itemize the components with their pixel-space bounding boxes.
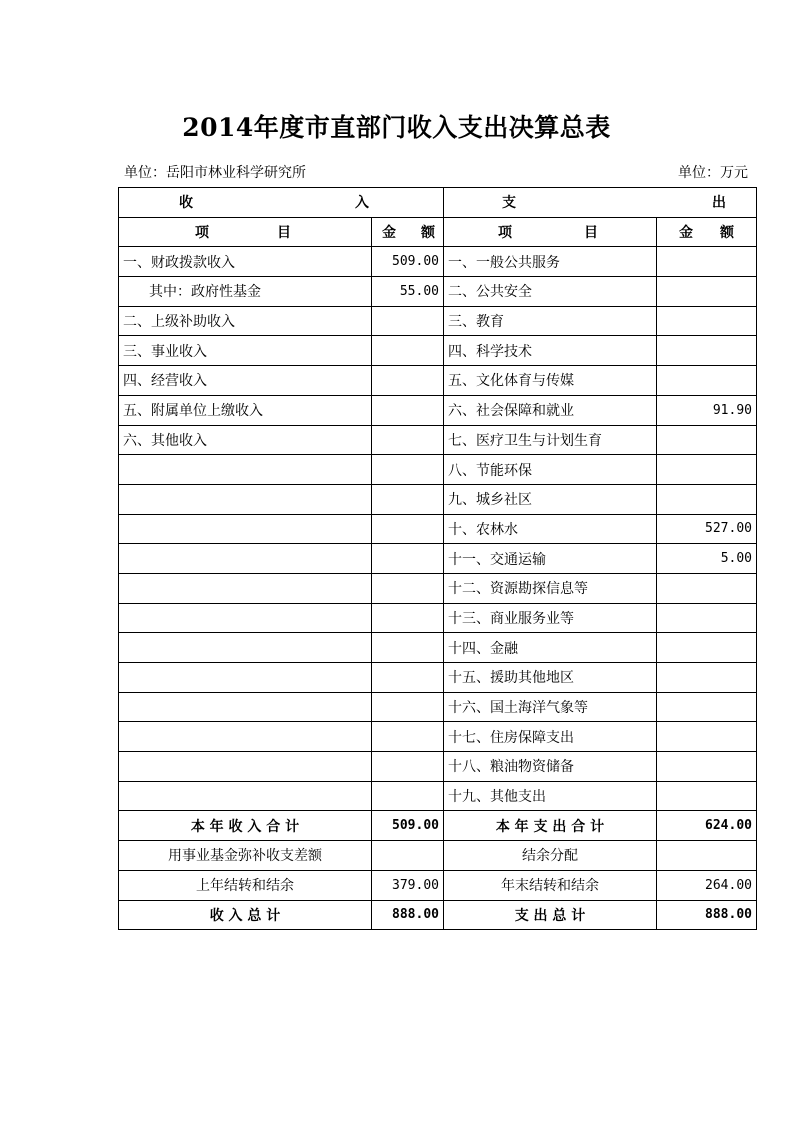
expense-amount [657,633,757,663]
table-row [119,544,757,574]
expense-header-char-2: 出 [712,195,726,212]
table-row [119,722,757,752]
table-row [119,395,757,425]
expense-amount [657,722,757,752]
income-amount [372,722,444,752]
income-amount [372,573,444,603]
income-item [119,455,372,485]
table-row [119,336,757,366]
expense-amount [657,247,757,277]
item-header-char-1: 项 [498,225,512,242]
summary-income-amount: 379.00 [372,870,444,900]
table-row [119,306,757,336]
amount-header-char-2: 额 [421,225,435,242]
expense-amount: 91.90 [657,395,757,425]
income-amount [372,752,444,782]
table-row [119,692,757,722]
income-item [119,514,372,544]
expense-item: 五、文化体育与传媒 [444,366,657,396]
expense-section-header [444,188,757,218]
income-item [119,633,372,663]
expense-item: 十九、其他支出 [444,781,657,811]
summary-income-label: 用事业基金弥补收支差额 [119,841,372,871]
expense-item: 四、科学技术 [444,336,657,366]
summary-income-amount: 888.00 [372,900,444,930]
summary-income-label: 收 入 总 计 [119,900,372,930]
income-amount [372,425,444,455]
summary-row [119,900,757,930]
income-expense-table [118,187,757,930]
table-row [119,455,757,485]
expense-amount: 5.00 [657,544,757,574]
income-item [119,603,372,633]
expense-item: 七、医疗卫生与计划生育 [444,425,657,455]
income-item [119,663,372,693]
table-row [119,633,757,663]
table-row [119,781,757,811]
item-header-char-2: 目 [277,225,291,242]
income-item [119,752,372,782]
income-amount [372,366,444,396]
summary-expense-label: 本 年 支 出 合 计 [444,811,657,841]
summary-row [119,870,757,900]
table-row [119,366,757,396]
income-amount-header [372,217,444,247]
summary-expense-amount: 624.00 [657,811,757,841]
expense-item: 九、城乡社区 [444,484,657,514]
income-section-header [119,188,444,218]
table-row [119,752,757,782]
summary-income-label: 上年结转和结余 [119,870,372,900]
expense-amount [657,455,757,485]
unit-organization: 单位：岳阳市林业科学研究所 [124,165,306,181]
summary-expense-amount: 888.00 [657,900,757,930]
section-header-row [119,188,757,218]
income-amount [372,633,444,663]
expense-amount-header [657,217,757,247]
summary-expense-amount: 264.00 [657,870,757,900]
income-item [119,573,372,603]
income-amount [372,306,444,336]
income-amount [372,395,444,425]
summary-expense-label: 年末结转和结余 [444,870,657,900]
amount-header-char-2: 额 [720,225,734,242]
income-item: 五、附属单位上缴收入 [119,395,372,425]
expense-amount [657,781,757,811]
summary-expense-label: 结余分配 [444,841,657,871]
table-row [119,277,757,307]
expense-amount [657,692,757,722]
income-amount [372,663,444,693]
income-item: 一、财政拨款收入 [119,247,372,277]
expense-item: 三、教育 [444,306,657,336]
income-item: 四、经营收入 [119,366,372,396]
summary-income-label: 本 年 收 入 合 计 [119,811,372,841]
item-header-char-1: 项 [195,225,209,242]
income-amount: 509.00 [372,247,444,277]
expense-item: 六、社会保障和就业 [444,395,657,425]
income-item-header [119,217,372,247]
expense-amount [657,336,757,366]
income-item: 其中：政府性基金 [119,277,372,307]
expense-amount [657,306,757,336]
expense-header-char-1: 支 [502,195,516,212]
expense-item-header [444,217,657,247]
expense-item: 十、农林水 [444,514,657,544]
expense-item: 十二、资源勘探信息等 [444,573,657,603]
expense-amount [657,752,757,782]
income-item [119,692,372,722]
income-amount [372,484,444,514]
summary-expense-label: 支 出 总 计 [444,900,657,930]
expense-amount [657,425,757,455]
summary-expense-amount [657,841,757,871]
expense-item: 十五、援助其他地区 [444,663,657,693]
summary-row [119,811,757,841]
summary-income-amount: 509.00 [372,811,444,841]
table-row [119,663,757,693]
table-row [119,425,757,455]
unit-currency: 单位：万元 [678,165,748,181]
expense-amount [657,603,757,633]
expense-item: 十八、粮油物资储备 [444,752,657,782]
expense-item: 十三、商业服务业等 [444,603,657,633]
expense-item: 八、节能环保 [444,455,657,485]
income-amount [372,455,444,485]
page-title: 2014年度市直部门收入支出决算总表 [182,113,611,142]
expense-amount [657,366,757,396]
income-amount [372,692,444,722]
table-row [119,247,757,277]
income-amount [372,603,444,633]
table-row [119,573,757,603]
table-row [119,484,757,514]
column-header-row [119,217,757,247]
amount-header-char-1: 金 [679,225,693,242]
table-row [119,514,757,544]
expense-amount [657,484,757,514]
expense-amount [657,663,757,693]
expense-item: 十七、住房保障支出 [444,722,657,752]
amount-header-char-1: 金 [382,225,396,242]
income-amount [372,514,444,544]
income-header-char-2: 入 [355,195,369,212]
expense-amount [657,573,757,603]
expense-item: 二、公共安全 [444,277,657,307]
expense-item: 一、一般公共服务 [444,247,657,277]
income-amount [372,781,444,811]
income-amount: 55.00 [372,277,444,307]
expense-amount [657,277,757,307]
income-amount [372,336,444,366]
income-item [119,544,372,574]
income-amount [372,544,444,574]
income-item: 二、上级补助收入 [119,306,372,336]
income-item [119,484,372,514]
income-item: 六、其他收入 [119,425,372,455]
summary-income-amount [372,841,444,871]
income-item [119,722,372,752]
income-item: 三、事业收入 [119,336,372,366]
expense-item: 十六、国土海洋气象等 [444,692,657,722]
income-header-char-1: 收 [179,195,193,212]
table-row [119,603,757,633]
item-header-char-2: 目 [584,225,598,242]
expense-amount: 527.00 [657,514,757,544]
summary-row [119,841,757,871]
income-item [119,781,372,811]
expense-item: 十一、交通运输 [444,544,657,574]
expense-item: 十四、金融 [444,633,657,663]
